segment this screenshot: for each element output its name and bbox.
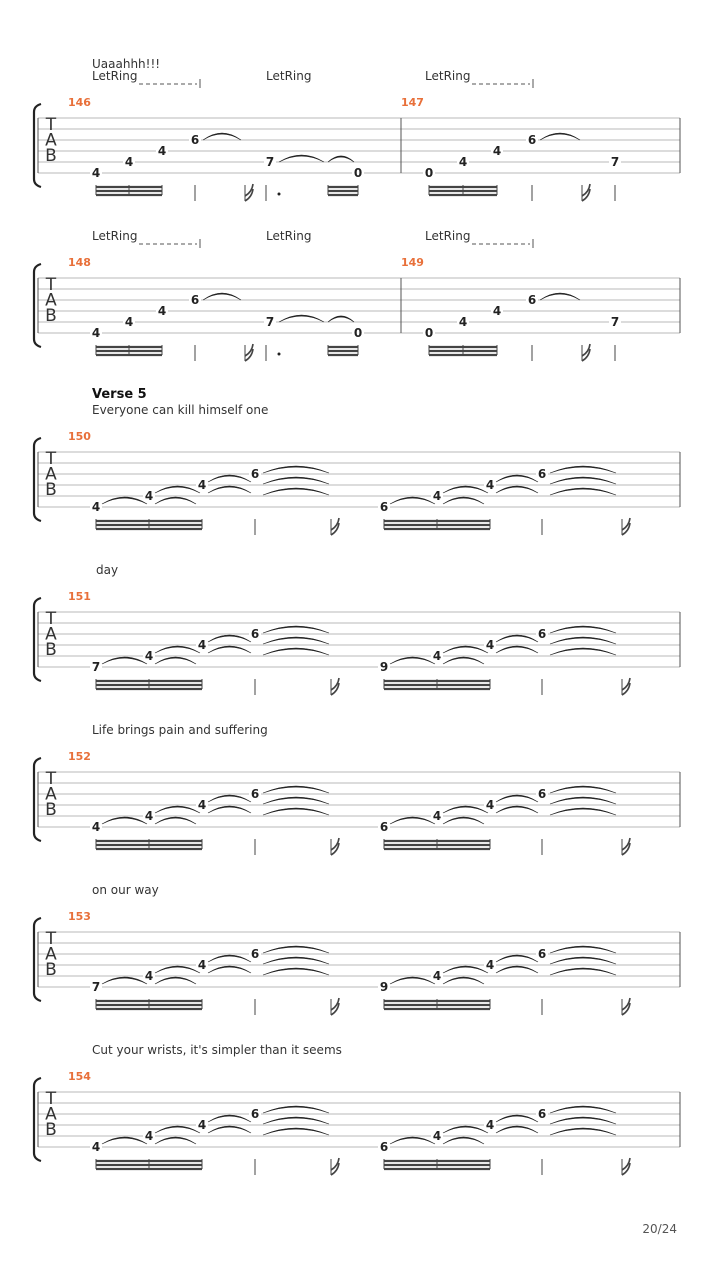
tab-clef-letter: T <box>45 609 57 629</box>
tie-arc <box>496 635 538 642</box>
tie-arc <box>496 806 538 813</box>
tie-arc <box>496 955 538 962</box>
tie-arc <box>208 966 251 973</box>
dot <box>278 353 281 356</box>
tie-arc <box>279 155 324 162</box>
letring-label: LetRing <box>266 229 312 243</box>
tab-clef-letter: T <box>45 929 57 949</box>
tie-arc <box>496 486 538 493</box>
tie-arc <box>550 968 616 975</box>
lyric-line: on our way <box>92 883 159 897</box>
measure-number: 152 <box>68 750 91 763</box>
tie-arc <box>155 966 200 973</box>
letring-label: LetRing <box>266 69 312 83</box>
fret-number: 4 <box>485 638 495 652</box>
tie-arc <box>208 635 251 642</box>
tie-arc <box>263 786 329 793</box>
fret-number: 7 <box>610 315 620 329</box>
fret-number: 6 <box>537 947 547 961</box>
tab-clef-letter: B <box>45 306 57 326</box>
tie-arc <box>443 806 488 813</box>
tie-arc <box>550 797 616 804</box>
fret-number: 4 <box>432 1129 442 1143</box>
fret-number: 4 <box>144 969 154 983</box>
fret-number: 7 <box>265 315 275 329</box>
fret-number: 6 <box>190 133 200 147</box>
fret-number: 7 <box>91 980 101 994</box>
tie-arc <box>550 466 616 473</box>
tie-arc <box>155 977 196 984</box>
section-title: Verse 5 <box>92 387 147 402</box>
fret-number: 6 <box>250 1107 260 1121</box>
tie-arc <box>155 817 196 824</box>
fret-number: 4 <box>197 958 207 972</box>
tab-clef-letter: A <box>45 624 57 645</box>
tie-arc <box>279 315 324 322</box>
measure-number: 149 <box>401 256 424 269</box>
tie-arc <box>390 497 435 504</box>
tie-arc <box>496 475 538 482</box>
tie-arc <box>443 1137 484 1144</box>
tie-arc <box>550 1106 616 1113</box>
tie-arc <box>390 657 435 664</box>
tab-clef-letter: T <box>45 449 57 469</box>
tie-arc <box>208 1126 251 1133</box>
tie-arc <box>263 1117 329 1124</box>
fret-number: 4 <box>91 326 101 340</box>
fret-number: 4 <box>432 809 442 823</box>
tie-arc <box>550 946 616 953</box>
tab-clef-letter: B <box>45 960 57 980</box>
fret-number: 6 <box>379 820 389 834</box>
fret-number: 6 <box>537 1107 547 1121</box>
tab-clef-letter: B <box>45 146 57 166</box>
fret-number: 6 <box>527 293 537 307</box>
tie-arc <box>390 977 435 984</box>
tie-arc <box>550 1117 616 1124</box>
fret-number: 4 <box>458 315 468 329</box>
fret-number: 4 <box>144 809 154 823</box>
fret-number: 6 <box>537 467 547 481</box>
fret-number: 6 <box>250 947 260 961</box>
tie-arc <box>550 957 616 964</box>
fret-number: 4 <box>157 304 167 318</box>
fret-number: 4 <box>91 500 101 514</box>
fret-number: 4 <box>91 166 101 180</box>
fret-number: 6 <box>379 500 389 514</box>
tab-clef-letter: A <box>45 784 57 805</box>
fret-number: 4 <box>144 1129 154 1143</box>
fret-number: 4 <box>492 144 502 158</box>
tie-arc <box>208 646 251 653</box>
tie-arc <box>550 786 616 793</box>
tie-arc <box>102 657 147 664</box>
fret-number: 4 <box>197 478 207 492</box>
fret-number: 4 <box>432 649 442 663</box>
tie-arc <box>443 486 488 493</box>
fret-number: 0 <box>424 166 434 180</box>
measure-number: 150 <box>68 430 91 443</box>
fret-number: 6 <box>250 787 260 801</box>
tie-arc <box>155 806 200 813</box>
lyric-line: day <box>96 563 119 577</box>
tab-clef-letter: A <box>45 290 57 311</box>
tie-arc <box>263 626 329 633</box>
fret-number: 9 <box>379 660 389 674</box>
scream-annotation: Uaaahhh!!! <box>92 57 161 71</box>
fret-number: 4 <box>458 155 468 169</box>
letring-label: LetRing <box>92 229 138 243</box>
fret-number: 4 <box>197 798 207 812</box>
tie-arc <box>263 648 329 655</box>
tie-arc <box>496 1115 538 1122</box>
tie-arc <box>155 1137 196 1144</box>
tie-arc <box>550 648 616 655</box>
letring-label: LetRing <box>425 69 471 83</box>
tie-arc <box>443 497 484 504</box>
fret-number: 0 <box>353 326 363 340</box>
tie-arc <box>208 795 251 802</box>
tie-arc <box>328 316 354 322</box>
tie-arc <box>550 477 616 484</box>
fret-number: 4 <box>124 155 134 169</box>
tie-arc <box>550 637 616 644</box>
tie-arc <box>263 968 329 975</box>
tie-arc <box>443 966 488 973</box>
measure-number: 151 <box>68 590 91 603</box>
tie-arc <box>263 466 329 473</box>
fret-number: 7 <box>610 155 620 169</box>
tie-arc <box>155 657 196 664</box>
tie-arc <box>208 486 251 493</box>
letring-label: LetRing <box>92 69 138 83</box>
tab-clef-letter: T <box>45 115 57 135</box>
fret-number: 4 <box>485 958 495 972</box>
tie-arc <box>155 646 200 653</box>
tie-arc <box>263 1128 329 1135</box>
fret-number: 4 <box>144 489 154 503</box>
tie-arc <box>328 156 354 162</box>
fret-number: 6 <box>250 467 260 481</box>
tie-arc <box>550 1128 616 1135</box>
measure-number: 154 <box>68 1070 91 1083</box>
tie-arc <box>496 966 538 973</box>
tie-arc <box>263 797 329 804</box>
measure-number: 148 <box>68 256 91 269</box>
fret-number: 4 <box>432 969 442 983</box>
tie-arc <box>496 1126 538 1133</box>
fret-number: 4 <box>492 304 502 318</box>
tie-arc <box>496 795 538 802</box>
fret-number: 6 <box>537 627 547 641</box>
tie-arc <box>443 657 484 664</box>
tie-arc <box>208 806 251 813</box>
fret-number: 4 <box>91 820 101 834</box>
tie-arc <box>155 486 200 493</box>
tab-clef-letter: B <box>45 800 57 820</box>
fret-number: 4 <box>197 638 207 652</box>
lyric-line: Life brings pain and suffering <box>92 723 268 737</box>
fret-number: 4 <box>197 1118 207 1132</box>
tie-arc <box>208 1115 251 1122</box>
tie-arc <box>208 475 251 482</box>
fret-number: 6 <box>537 787 547 801</box>
fret-number: 0 <box>353 166 363 180</box>
tie-arc <box>550 626 616 633</box>
fret-number: 9 <box>379 980 389 994</box>
tie-arc <box>203 293 241 300</box>
tie-arc <box>102 497 147 504</box>
tab-clef-letter: B <box>45 640 57 660</box>
fret-number: 6 <box>250 627 260 641</box>
measure-number: 146 <box>68 96 91 109</box>
tab-clef-letter: B <box>45 480 57 500</box>
tie-arc <box>550 488 616 495</box>
tab-clef-letter: T <box>45 1089 57 1109</box>
tie-arc <box>102 1137 147 1144</box>
fret-number: 4 <box>91 1140 101 1154</box>
tab-clef-letter: B <box>45 1120 57 1140</box>
tie-arc <box>263 808 329 815</box>
fret-number: 7 <box>265 155 275 169</box>
fret-number: 6 <box>190 293 200 307</box>
fret-number: 4 <box>124 315 134 329</box>
tie-arc <box>102 817 147 824</box>
tab-clef-letter: A <box>45 464 57 485</box>
page-number: 20/24 <box>642 1222 677 1236</box>
fret-number: 4 <box>144 649 154 663</box>
lyric-line: Everyone can kill himself one <box>92 403 269 417</box>
tie-arc <box>263 946 329 953</box>
tie-arc <box>390 1137 435 1144</box>
fret-number: 0 <box>424 326 434 340</box>
dot <box>278 193 281 196</box>
tab-clef-letter: T <box>45 769 57 789</box>
tie-arc <box>443 977 484 984</box>
tie-arc <box>263 637 329 644</box>
lyric-line: Cut your wrists, it's simpler than it seems <box>92 1043 342 1057</box>
tie-arc <box>203 133 241 140</box>
tie-arc <box>443 1126 488 1133</box>
tab-clef-letter: A <box>45 1104 57 1125</box>
tie-arc <box>540 293 580 300</box>
fret-number: 4 <box>485 798 495 812</box>
tie-arc <box>102 977 147 984</box>
tie-arc <box>208 955 251 962</box>
fret-number: 4 <box>485 1118 495 1132</box>
measure-number: 153 <box>68 910 91 923</box>
tie-arc <box>155 497 196 504</box>
fret-number: 7 <box>91 660 101 674</box>
tie-arc <box>390 817 435 824</box>
fret-number: 4 <box>157 144 167 158</box>
letring-label: LetRing <box>425 229 471 243</box>
fret-number: 4 <box>432 489 442 503</box>
tie-arc <box>540 133 580 140</box>
tie-arc <box>443 817 484 824</box>
tie-arc <box>263 1106 329 1113</box>
measure-number: 147 <box>401 96 424 109</box>
tie-arc <box>263 477 329 484</box>
tie-arc <box>496 646 538 653</box>
tie-arc <box>263 957 329 964</box>
tie-arc <box>550 808 616 815</box>
tab-clef-letter: T <box>45 275 57 295</box>
fret-number: 4 <box>485 478 495 492</box>
tab-clef-letter: A <box>45 130 57 151</box>
fret-number: 6 <box>379 1140 389 1154</box>
tie-arc <box>443 646 488 653</box>
tie-arc <box>263 488 329 495</box>
tie-arc <box>155 1126 200 1133</box>
tab-clef-letter: A <box>45 944 57 965</box>
fret-number: 6 <box>527 133 537 147</box>
